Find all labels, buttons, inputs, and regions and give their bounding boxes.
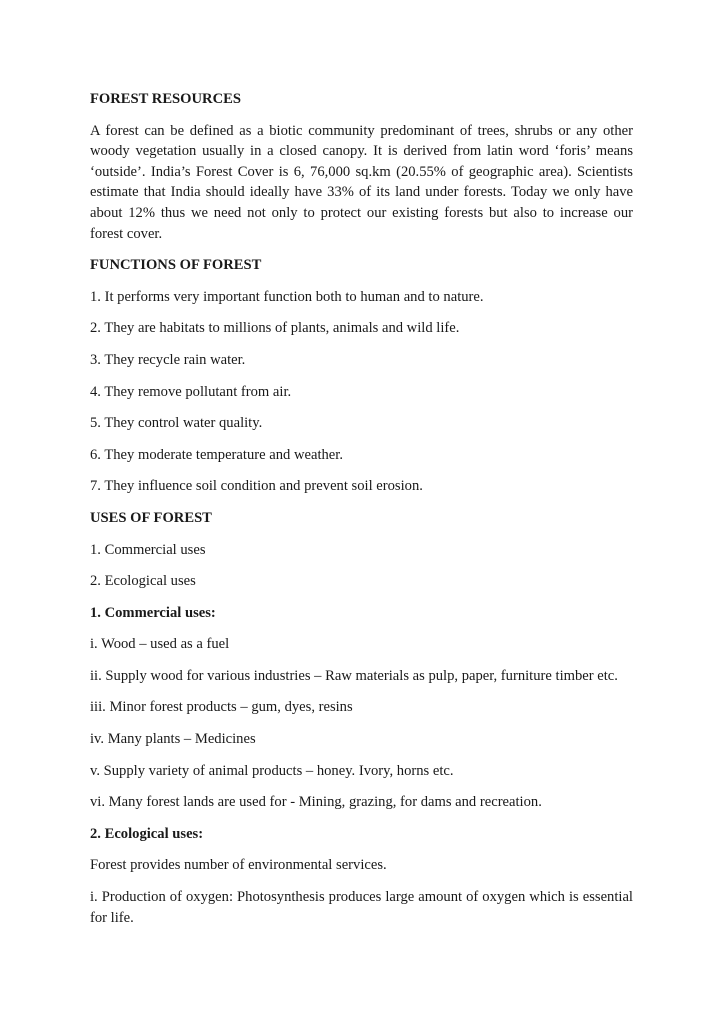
function-item-5: 5. They control water quality. — [90, 415, 263, 432]
function-item-4: 4. They remove pollutant from air. — [90, 383, 292, 400]
function-item-3: 3. They recycle rain water. — [90, 351, 246, 368]
commercial-item-i: i. Wood – used as a fuel — [90, 636, 230, 653]
section-heading-uses: USES OF FOREST — [90, 509, 212, 526]
function-item-6: 6. They moderate temperature and weather. — [90, 446, 343, 463]
commercial-item-ii: ii. Supply wood for various industries – Raw materials as pulp, paper, furniture timber etc. — [90, 667, 618, 684]
uses-item-2: 2. Ecological uses — [90, 573, 196, 590]
ecological-intro-line: Forest provides number of environmental services. — [90, 857, 387, 874]
intro-paragraph: A forest can be defined as a biotic community predominant of trees, shrubs or any other woody vegetation usually in a closed canopy. It is derived from latin word ‘foris’ means ‘outside’. India’s Forest Cover is 6, 76,000 sq.km (20.55% of geographic area). Scientists estimate that India should ideally have 33% of its land under forests. Today we only have about 12% thus we need not only to protect our existing forests but also to increase our forest cover. — [90, 122, 633, 242]
document-body — [90, 89, 633, 939]
section-heading-functions: FUNCTIONS OF FOREST — [90, 257, 262, 274]
function-item-1: 1. It performs very important function both to human and to nature. — [90, 288, 484, 305]
commercial-item-v: v. Supply variety of animal products – honey. Ivory, horns etc. — [90, 762, 454, 779]
commercial-item-iv: iv. Many plants – Medicines — [90, 731, 256, 748]
commercial-item-iii: iii. Minor forest products – gum, dyes, resins — [90, 699, 353, 716]
subsection-heading-commercial: 1. Commercial uses: — [90, 604, 216, 621]
subsection-heading-ecological: 2. Ecological uses: — [90, 825, 204, 842]
doc-title: FOREST RESOURCES — [90, 91, 241, 107]
commercial-item-vi: vi. Many forest lands are used for - Mining, grazing, for dams and recreation. — [90, 794, 542, 811]
function-item-7: 7. They influence soil condition and prevent soil erosion. — [90, 478, 423, 495]
ecological-item-i: i. Production of oxygen: Photosynthesis produces large amount of oxygen which is essential for life. — [90, 889, 633, 926]
function-item-2: 2. They are habitats to millions of plants, animals and wild life. — [90, 320, 460, 337]
uses-item-1: 1. Commercial uses — [90, 541, 206, 558]
